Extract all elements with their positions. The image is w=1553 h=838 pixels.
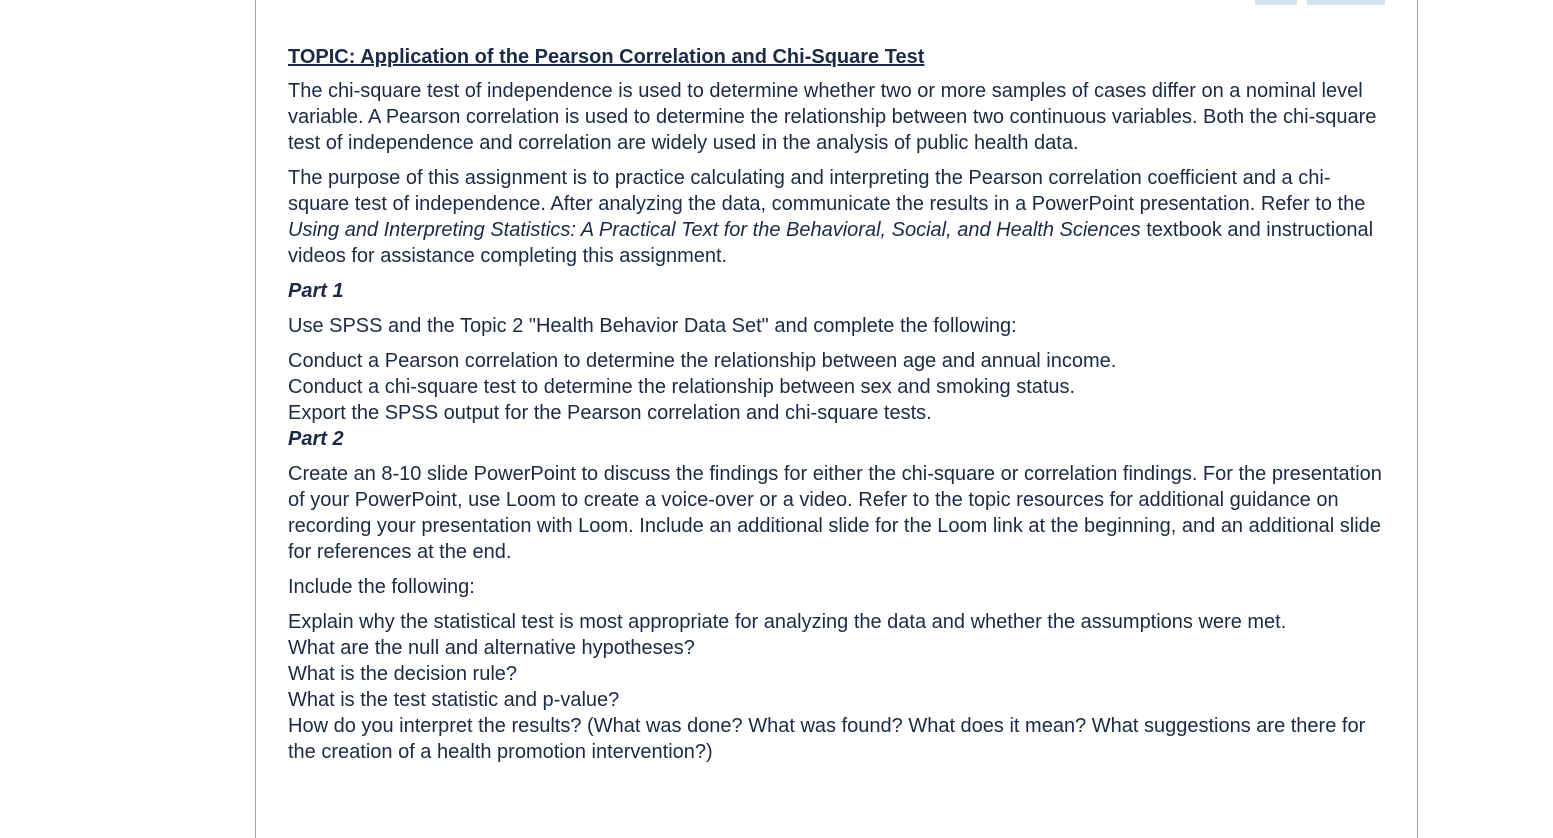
topic-heading: TOPIC: Application of the Pearson Correlation and Chi-Square Test — [288, 46, 925, 68]
part2-item: What are the null and alternative hypotheses? — [288, 637, 695, 659]
assignment-content — [288, 44, 1388, 765]
part1-item: Export the SPSS output for the Pearson correlation and chi-square tests. — [288, 402, 932, 424]
part2-item: What is the test statistic and p-value? — [288, 689, 620, 711]
part2-list — [288, 609, 1388, 765]
purpose-paragraph — [288, 165, 1388, 269]
part1-item: Conduct a chi-square test to determine the relationship between sex and smoking status. — [288, 376, 1076, 398]
toolbar-tab-small[interactable] — [1255, 0, 1297, 5]
part2-heading: Part 2 — [288, 428, 344, 450]
part2-lead: Include the following: — [288, 576, 475, 598]
part1-list — [288, 348, 1388, 426]
part1-heading: Part 1 — [288, 280, 344, 302]
textbook-title: Using and Interpreting Statistics: A Practical Text for the Behavioral, Social, and Health Sciences — [288, 219, 1141, 241]
part1-lead: Use SPSS and the Topic 2 "Health Behavior Data Set" and complete the following: — [288, 315, 1017, 337]
part2-item: Explain why the statistical test is most appropriate for analyzing the data and whether the assumptions were met. — [288, 611, 1287, 633]
purpose-text-after: textbook and instructional videos for assistance completing this assignment. — [288, 219, 1374, 267]
part2-item: How do you interpret the results? (What was done? What was found? What does it mean? What suggestions are there for the creation of a health promotion intervention?) — [288, 715, 1366, 763]
part1-item: Conduct a Pearson correlation to determine the relationship between age and annual income. — [288, 350, 1117, 372]
toolbar-tab-wide[interactable] — [1307, 0, 1385, 5]
part2-paragraph: Create an 8-10 slide PowerPoint to discuss the findings for either the chi-square or correlation findings. For the presentation of your PowerPoint, use Loom to create a voice-over or a video. Refer to the topic resources for additional guidance on recording your presentation with Loom. Include an additional slide for the Loom link at the beginning, and an additional slide for references at the end. — [288, 463, 1382, 563]
intro-paragraph: The chi-square test of independence is used to determine whether two or more samples of cases differ on a nominal level variable. A Pearson correlation is used to determine the relationship between two continuous variables. Both the chi-square test of independence and correlation are widely used in the analysis of public health data. — [288, 80, 1377, 154]
purpose-text-before: The purpose of this assignment is to practice calculating and interpreting the Pearson correlation coefficient and a chi-square test of independence. After analyzing the data, communicate the results in a PowerPoint presentation. Refer to the — [288, 167, 1366, 215]
part2-item: What is the decision rule? — [288, 663, 518, 685]
